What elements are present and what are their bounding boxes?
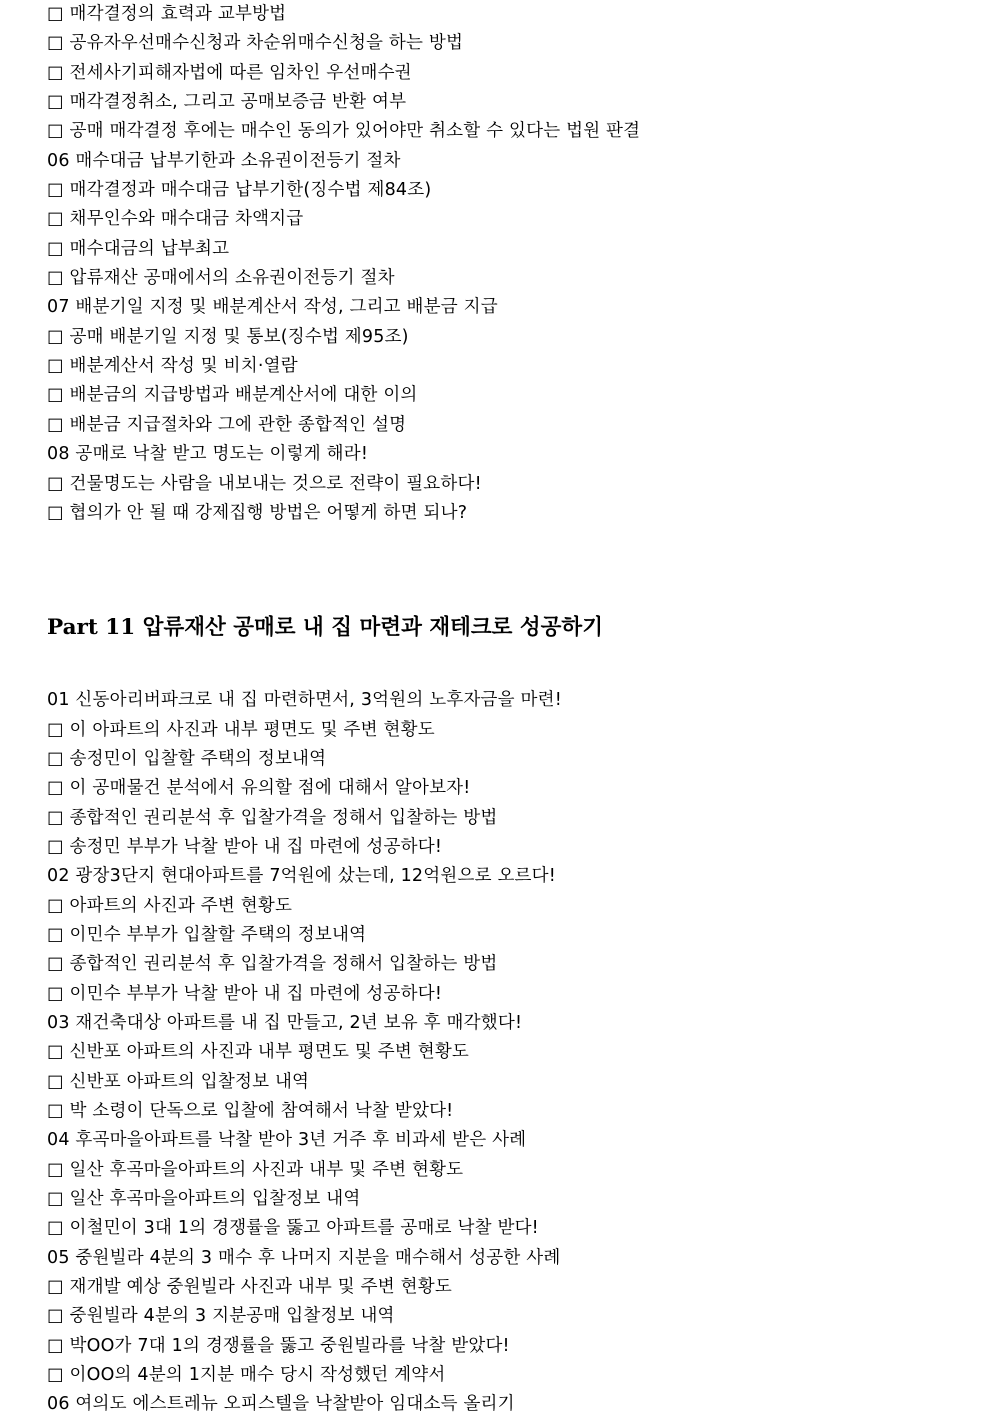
toc-line: □ 건물명도는 사람을 내보내는 것으로 전략이 필요하다! bbox=[47, 473, 482, 494]
toc-line: □ 이 아파트의 사진과 내부 평면도 및 주변 현황도 bbox=[47, 719, 435, 740]
toc-line: □ 매각결정의 효력과 교부방법 bbox=[47, 4, 287, 24]
spacer bbox=[47, 528, 967, 613]
toc-chapter: 06 매수대금 납부기한과 소유권이전등기 절차 bbox=[47, 150, 401, 171]
toc-line: □ 전세사기피해자법에 따른 임차인 우선매수권 bbox=[47, 62, 412, 83]
toc-chapter: 02 광장3단지 현대아파트를 7억원에 샀는데, 12억원으로 오르다! bbox=[47, 866, 556, 887]
toc-line: □ 종합적인 권리분석 후 입찰가격을 정해서 입찰하는 방법 bbox=[47, 807, 498, 828]
toc-line: □ 신반포 아파트의 사진과 내부 평면도 및 주변 현황도 bbox=[47, 1042, 470, 1063]
toc-line: □ 이민수 부부가 입찰할 주택의 정보내역 bbox=[47, 924, 367, 945]
toc-line: □ 배분금 지급절차와 그에 관한 종합적인 설명 bbox=[47, 414, 407, 435]
toc-line: □ 공유자우선매수신청과 차순위매수신청을 하는 방법 bbox=[47, 33, 464, 54]
spacer bbox=[47, 643, 967, 686]
toc-line: □ 협의가 안 될 때 강제집행 방법은 어떻게 하면 되나? bbox=[47, 502, 468, 523]
toc-line: □ 이OO의 4분의 1지분 매수 당시 작성했던 계약서 bbox=[47, 1365, 446, 1386]
toc-line: □ 매각결정과 매수대금 납부기한(징수법 제84조) bbox=[47, 180, 432, 201]
toc-line: □ 박OO가 7대 1의 경쟁률을 뚫고 중원빌라를 낙찰 받았다! bbox=[47, 1335, 510, 1356]
toc-chapter: 06 여의도 에스트레뉴 오피스텔을 낙찰받아 임대소득 올리기 bbox=[47, 1394, 515, 1415]
part-title: Part 11 압류재산 공매로 내 집 마련과 재테크로 성공하기 bbox=[47, 615, 603, 641]
document-page bbox=[47, 0, 967, 1420]
toc-line: □ 매수대금의 납부최고 bbox=[47, 238, 230, 259]
toc-line: □ 재개발 예상 중원빌라 사진과 내부 및 주변 현황도 bbox=[47, 1277, 452, 1298]
toc-line: □ 종합적인 권리분석 후 입찰가격을 정해서 입찰하는 방법 bbox=[47, 954, 498, 975]
toc-line: □ 공매 매각결정 후에는 매수인 동의가 있어야만 취소할 수 있다는 법원 판결 bbox=[47, 121, 641, 142]
toc-line: □ 일산 후곡마을아파트의 사진과 내부 및 주변 현황도 bbox=[47, 1159, 464, 1180]
toc-chapter: 08 공매로 낙찰 받고 명도는 이렇게 해라! bbox=[47, 444, 369, 465]
toc-line: □ 신반포 아파트의 입찰정보 내역 bbox=[47, 1071, 310, 1092]
toc-chapter: 03 재건축대상 아파트를 내 집 만들고, 2년 보유 후 매각했다! bbox=[47, 1012, 523, 1033]
toc-chapter: 01 신동아리버파크로 내 집 마련하면서, 3억원의 노후자금을 마련! bbox=[47, 690, 562, 711]
toc-line: □ 배분금의 지급방법과 배분계산서에 대한 이의 bbox=[47, 385, 418, 406]
toc-chapter: 05 중원빌라 4분의 3 매수 후 나머지 지분을 매수해서 성공한 사례 bbox=[47, 1247, 561, 1268]
toc-line: □ 매각결정취소, 그리고 공매보증금 반환 여부 bbox=[47, 92, 407, 113]
toc-line: □ 이철민이 3대 1의 경쟁률을 뚫고 아파트를 공매로 낙찰 받다! bbox=[47, 1218, 539, 1239]
toc-line: □ 배분계산서 작성 및 비치·열람 bbox=[47, 356, 298, 377]
toc-chapter: 04 후곡마을아파트를 낙찰 받아 3년 거주 후 비과세 받은 사례 bbox=[47, 1130, 527, 1151]
toc-line: □ 이민수 부부가 낙찰 받아 내 집 마련에 성공하다! bbox=[47, 983, 443, 1004]
toc-line: □ 이 공매물건 분석에서 유의할 점에 대해서 알아보자! bbox=[47, 778, 471, 799]
toc-section-top bbox=[47, 0, 967, 528]
toc-line: □ 송정민이 입찰할 주택의 정보내역 bbox=[47, 748, 327, 769]
toc-section-bottom bbox=[47, 686, 967, 1420]
toc-line: □ 채무인수와 매수대금 차액지급 bbox=[47, 209, 304, 230]
toc-line: □ 중원빌라 4분의 3 지분공매 입찰정보 내역 bbox=[47, 1306, 395, 1327]
toc-chapter: 07 배분기일 지정 및 배분계산서 작성, 그리고 배분금 지급 bbox=[47, 297, 498, 318]
toc-line: □ 압류재산 공매에서의 소유권이전등기 절차 bbox=[47, 268, 395, 289]
toc-line: □ 공매 배분기일 지정 및 통보(징수법 제95조) bbox=[47, 326, 409, 347]
toc-line: □ 박 소령이 단독으로 입찰에 참여해서 낙찰 받았다! bbox=[47, 1101, 454, 1121]
toc-line: □ 아파트의 사진과 주변 현황도 bbox=[47, 895, 293, 916]
toc-line: □ 일산 후곡마을아파트의 입찰정보 내역 bbox=[47, 1189, 361, 1210]
toc-line: □ 송정민 부부가 낙찰 받아 내 집 마련에 성공하다! bbox=[47, 836, 443, 857]
